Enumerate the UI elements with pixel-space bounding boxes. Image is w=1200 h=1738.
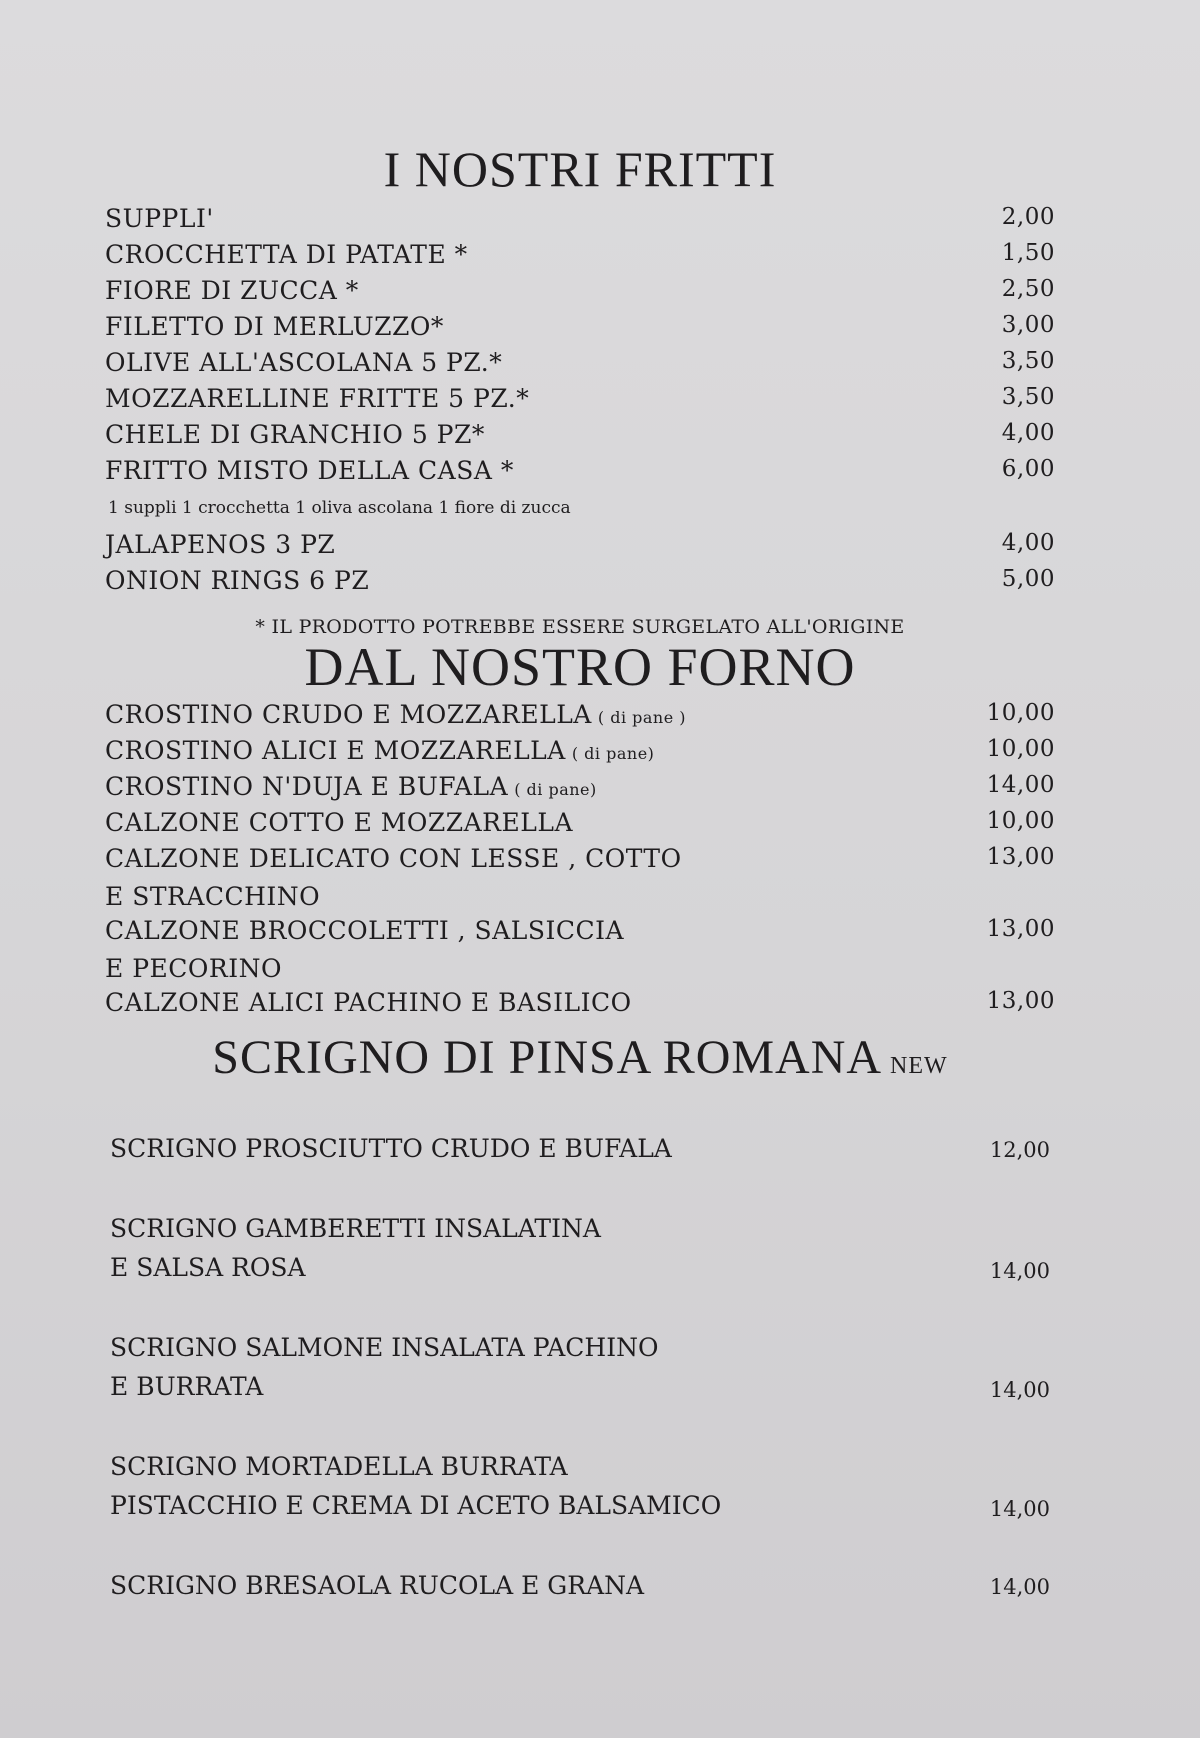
item-price: 12,00 xyxy=(989,1138,1050,1162)
section-title-fritti: I NOSTRI FRITTI xyxy=(383,141,777,197)
item-price: 3,50 xyxy=(1001,384,1055,410)
menu-item xyxy=(105,530,1055,564)
menu-item xyxy=(105,736,1055,770)
item-name: E STRACCHINO xyxy=(105,882,321,911)
item-name: OLIVE ALL'ASCOLANA 5 PZ.* xyxy=(105,348,503,377)
item-price: 14,00 xyxy=(989,1259,1050,1283)
item-price: 4,00 xyxy=(1001,530,1055,556)
item-price: 13,00 xyxy=(986,844,1055,870)
item-name: FILETTO DI MERLUZZO* xyxy=(105,312,444,341)
menu-item xyxy=(105,700,1055,734)
menu-item xyxy=(105,916,1055,950)
item-name-line2: E BURRATA xyxy=(110,1372,264,1401)
frozen-notice: * IL PRODOTTO POTREBBE ESSERE SURGELATO ALL'ORIGINE xyxy=(255,616,905,638)
item-price: 14,00 xyxy=(989,1497,1050,1521)
menu-item xyxy=(105,456,1055,490)
item-name: ONION RINGS 6 PZ xyxy=(105,566,370,595)
item-name: JALAPENOS 3 PZ xyxy=(105,530,336,559)
new-badge: NEW xyxy=(890,1053,948,1079)
item-name: E PECORINO xyxy=(105,954,282,983)
item-name: FRITTO MISTO DELLA CASA * xyxy=(105,456,514,485)
menu-item xyxy=(105,204,1055,238)
item-name: FIORE DI ZUCCA * xyxy=(105,276,359,305)
item-price: 5,00 xyxy=(1001,566,1055,592)
item-name: SCRIGNO BRESAOLA RUCOLA E GRANA xyxy=(110,1571,645,1600)
menu-item xyxy=(110,1452,1050,1520)
item-price: 3,00 xyxy=(1001,312,1055,338)
item-price: 10,00 xyxy=(986,736,1055,762)
item-price: 14,00 xyxy=(989,1575,1050,1599)
item-name: CALZONE DELICATO CON LESSE , COTTO xyxy=(105,844,682,873)
item-name: CALZONE BROCCOLETTI , SALSICCIA xyxy=(105,916,625,945)
item-name: SCRIGNO SALMONE INSALATA PACHINO xyxy=(110,1333,659,1362)
item-name: MOZZARELLINE FRITTE 5 PZ.* xyxy=(105,384,530,413)
item-name: CROSTINO CRUDO E MOZZARELLA ( di pane ) xyxy=(105,700,687,729)
menu-item xyxy=(105,772,1055,806)
menu-item-continuation xyxy=(105,882,1055,916)
item-name: CROSTINO ALICI E MOZZARELLA ( di pane) xyxy=(105,736,655,765)
menu-item xyxy=(110,1214,1050,1282)
menu-item xyxy=(105,312,1055,346)
item-name: CHELE DI GRANCHIO 5 PZ* xyxy=(105,420,485,449)
menu-item xyxy=(105,844,1055,878)
item-price: 6,00 xyxy=(1001,456,1055,482)
item-price: 10,00 xyxy=(986,700,1055,726)
menu-item xyxy=(105,566,1055,600)
item-price: 2,00 xyxy=(1001,204,1055,230)
menu-item xyxy=(110,1333,1050,1401)
item-name: SCRIGNO MORTADELLA BURRATA xyxy=(110,1452,568,1481)
item-price: 13,00 xyxy=(986,916,1055,942)
menu-item xyxy=(105,988,1055,1022)
item-price: 1,50 xyxy=(1001,240,1055,266)
item-price: 14,00 xyxy=(989,1378,1050,1402)
menu-item xyxy=(105,384,1055,418)
menu-item-continuation xyxy=(105,954,1055,988)
menu-item xyxy=(110,1571,1050,1600)
item-price: 3,50 xyxy=(1001,348,1055,374)
item-note: ( di pane ) xyxy=(597,708,687,727)
menu-item xyxy=(110,1134,1050,1163)
menu-item xyxy=(105,276,1055,310)
item-name: SUPPLI' xyxy=(105,204,214,233)
item-note: ( di pane) xyxy=(571,744,655,763)
item-price: 14,00 xyxy=(986,772,1055,798)
item-name: CROSTINO N'DUJA E BUFALA ( di pane) xyxy=(105,772,597,801)
item-price: 4,00 xyxy=(1001,420,1055,446)
item-name: CALZONE ALICI PACHINO E BASILICO xyxy=(105,988,632,1017)
item-price: 10,00 xyxy=(986,808,1055,834)
section-title-scrigno: SCRIGNO DI PINSA ROMANA NEW xyxy=(212,1031,948,1084)
menu-item xyxy=(105,808,1055,842)
item-name: CROCCHETTA DI PATATE * xyxy=(105,240,468,269)
menu-item xyxy=(105,420,1055,454)
menu-item xyxy=(105,240,1055,274)
item-price: 13,00 xyxy=(986,988,1055,1014)
item-name: SCRIGNO PROSCIUTTO CRUDO E BUFALA xyxy=(110,1134,672,1163)
item-name-line2: E SALSA ROSA xyxy=(110,1253,306,1282)
section-title-forno: DAL NOSTRO FORNO xyxy=(304,637,856,697)
item-name-line2: PISTACCHIO E CREMA DI ACETO BALSAMICO xyxy=(110,1491,722,1520)
item-name: SCRIGNO GAMBERETTI INSALATINA xyxy=(110,1214,601,1243)
menu-item xyxy=(105,348,1055,382)
item-name: CALZONE COTTO E MOZZARELLA xyxy=(105,808,574,837)
item-description: 1 suppli 1 crocchetta 1 oliva ascolana 1 fiore di zucca xyxy=(108,498,571,518)
item-note: ( di pane) xyxy=(514,780,597,799)
item-price: 2,50 xyxy=(1001,276,1055,302)
